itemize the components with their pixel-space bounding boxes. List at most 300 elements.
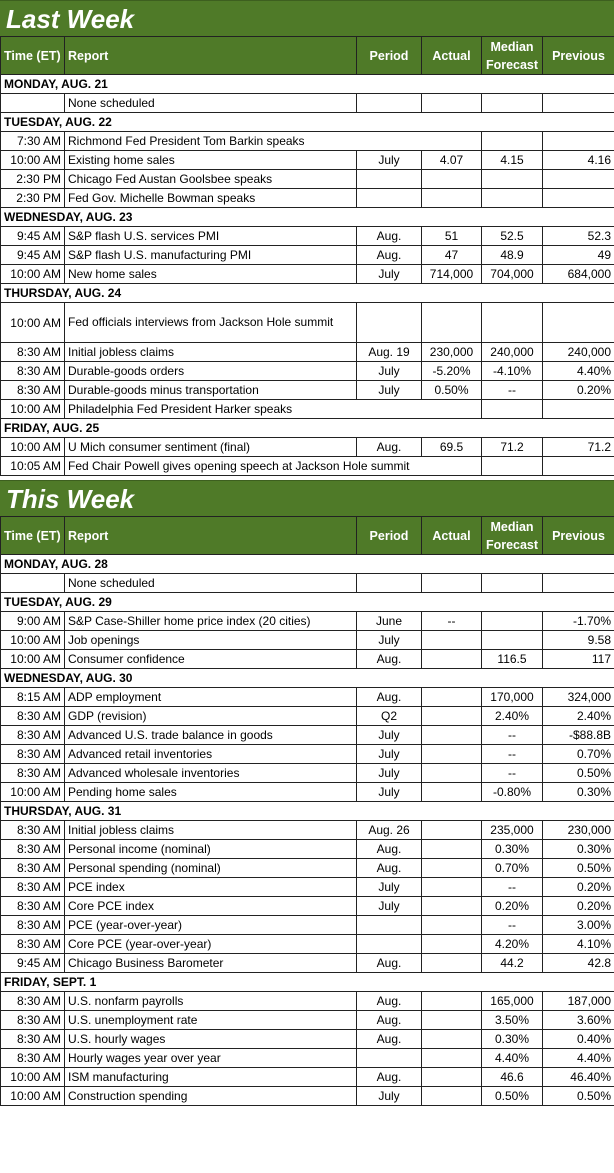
period-cell: Aug. <box>357 840 422 859</box>
actual-cell <box>422 170 482 189</box>
report-cell: Chicago Fed Austan Goolsbee speaks <box>65 170 357 189</box>
day-row <box>1 75 614 94</box>
table-row <box>1 457 614 476</box>
report-cell: S&P flash U.S. services PMI <box>65 227 357 246</box>
report-cell: PCE index <box>65 878 357 897</box>
day-label: WEDNESDAY, AUG. 23 <box>1 208 614 227</box>
median-cell: 0.30% <box>482 840 543 859</box>
previous-cell: 71.2 <box>543 438 614 457</box>
actual-cell <box>422 1049 482 1068</box>
median-cell: 71.2 <box>482 438 543 457</box>
actual-cell <box>422 1011 482 1030</box>
time-cell: 9:45 AM <box>1 227 65 246</box>
time-cell: 9:00 AM <box>1 612 65 631</box>
period-cell: Aug. 19 <box>357 343 422 362</box>
period-cell <box>357 1049 422 1068</box>
table-row <box>1 1087 614 1106</box>
day-row <box>1 555 614 574</box>
previous-cell: 187,000 <box>543 992 614 1011</box>
day-row <box>1 208 614 227</box>
report-cell: Job openings <box>65 631 357 650</box>
table-row <box>1 227 614 246</box>
report-cell: New home sales <box>65 265 357 284</box>
previous-cell: 0.30% <box>543 840 614 859</box>
previous-cell: 3.00% <box>543 916 614 935</box>
previous-cell: 0.70% <box>543 745 614 764</box>
median-cell <box>482 132 543 151</box>
median-cell <box>482 94 543 113</box>
period-cell <box>357 574 422 593</box>
table-row <box>1 916 614 935</box>
report-cell: Personal spending (nominal) <box>65 859 357 878</box>
day-row <box>1 802 614 821</box>
period-cell: July <box>357 897 422 916</box>
actual-cell: -5.20% <box>422 362 482 381</box>
time-cell: 8:30 AM <box>1 764 65 783</box>
previous-cell: 324,000 <box>543 688 614 707</box>
previous-cell: 49 <box>543 246 614 265</box>
report-cell: Richmond Fed President Tom Barkin speaks <box>65 132 482 151</box>
report-cell: Fed officials interviews from Jackson Hole summit <box>65 303 357 343</box>
table-row <box>1 246 614 265</box>
time-cell: 8:30 AM <box>1 935 65 954</box>
median-cell: 4.20% <box>482 935 543 954</box>
report-cell: U.S. nonfarm payrolls <box>65 992 357 1011</box>
median-cell: -- <box>482 726 543 745</box>
day-row <box>1 284 614 303</box>
previous-cell: 0.50% <box>543 764 614 783</box>
time-cell: 10:00 AM <box>1 631 65 650</box>
previous-cell <box>543 132 614 151</box>
time-cell: 10:00 AM <box>1 438 65 457</box>
report-cell: GDP (revision) <box>65 707 357 726</box>
median-cell <box>482 612 543 631</box>
time-cell: 8:30 AM <box>1 821 65 840</box>
table-row <box>1 94 614 113</box>
previous-cell: -1.70% <box>543 612 614 631</box>
header-report: Report <box>65 517 357 555</box>
time-cell: 10:00 AM <box>1 400 65 419</box>
previous-cell: 46.40% <box>543 1068 614 1087</box>
period-cell <box>357 916 422 935</box>
time-cell: 9:45 AM <box>1 954 65 973</box>
last-week-title: Last Week <box>0 0 614 36</box>
actual-cell <box>422 574 482 593</box>
actual-cell <box>422 1087 482 1106</box>
period-cell: July <box>357 1087 422 1106</box>
actual-cell <box>422 954 482 973</box>
median-cell: 4.15 <box>482 151 543 170</box>
table-row <box>1 859 614 878</box>
actual-cell <box>422 916 482 935</box>
period-cell: July <box>357 745 422 764</box>
median-cell: 0.20% <box>482 897 543 916</box>
table-row <box>1 707 614 726</box>
day-label: WEDNESDAY, AUG. 30 <box>1 669 614 688</box>
actual-cell <box>422 992 482 1011</box>
table-row <box>1 362 614 381</box>
time-cell: 8:30 AM <box>1 745 65 764</box>
time-cell: 9:45 AM <box>1 246 65 265</box>
period-cell: Aug. <box>357 859 422 878</box>
period-cell: July <box>357 265 422 284</box>
header-row <box>1 517 614 555</box>
time-cell: 8:15 AM <box>1 688 65 707</box>
median-cell: 240,000 <box>482 343 543 362</box>
median-cell: 46.6 <box>482 1068 543 1087</box>
report-cell: Hourly wages year over year <box>65 1049 357 1068</box>
table-row <box>1 1030 614 1049</box>
actual-cell <box>422 821 482 840</box>
previous-cell: 52.3 <box>543 227 614 246</box>
report-cell: Chicago Business Barometer <box>65 954 357 973</box>
table-row <box>1 574 614 593</box>
median-cell: 235,000 <box>482 821 543 840</box>
day-label: MONDAY, AUG. 28 <box>1 555 614 574</box>
this-week-section <box>0 480 614 1106</box>
median-cell: -- <box>482 878 543 897</box>
time-cell: 7:30 AM <box>1 132 65 151</box>
period-cell: Aug. <box>357 954 422 973</box>
actual-cell: 4.07 <box>422 151 482 170</box>
previous-cell: 42.8 <box>543 954 614 973</box>
table-row <box>1 1068 614 1087</box>
median-cell <box>482 400 543 419</box>
period-cell <box>357 189 422 208</box>
day-row <box>1 669 614 688</box>
previous-cell: 240,000 <box>543 343 614 362</box>
table-row <box>1 935 614 954</box>
table-row <box>1 132 614 151</box>
day-label: MONDAY, AUG. 21 <box>1 75 614 94</box>
time-cell: 10:00 AM <box>1 1068 65 1087</box>
table-row <box>1 954 614 973</box>
period-cell: Aug. 26 <box>357 821 422 840</box>
median-cell: 170,000 <box>482 688 543 707</box>
median-cell: 3.50% <box>482 1011 543 1030</box>
period-cell: July <box>357 878 422 897</box>
period-cell <box>357 170 422 189</box>
day-label: THURSDAY, AUG. 24 <box>1 284 614 303</box>
previous-cell: 4.10% <box>543 935 614 954</box>
previous-cell <box>543 94 614 113</box>
report-cell: Fed Chair Powell gives opening speech at Jackson Hole summit <box>65 457 482 476</box>
header-previous: Previous <box>543 517 614 555</box>
report-cell: Existing home sales <box>65 151 357 170</box>
report-cell: Core PCE (year-over-year) <box>65 935 357 954</box>
actual-cell <box>422 1030 482 1049</box>
table-row <box>1 151 614 170</box>
median-cell: 165,000 <box>482 992 543 1011</box>
table-row <box>1 878 614 897</box>
previous-cell <box>543 189 614 208</box>
period-cell: Aug. <box>357 688 422 707</box>
report-cell: Personal income (nominal) <box>65 840 357 859</box>
period-cell: Aug. <box>357 1011 422 1030</box>
median-cell: -- <box>482 764 543 783</box>
previous-cell <box>543 170 614 189</box>
last-week-table <box>0 36 614 476</box>
report-cell: PCE (year-over-year) <box>65 916 357 935</box>
period-cell: July <box>357 631 422 650</box>
report-cell: S&P Case-Shiller home price index (20 cities) <box>65 612 357 631</box>
actual-cell <box>422 650 482 669</box>
time-cell: 8:30 AM <box>1 1049 65 1068</box>
table-row <box>1 381 614 400</box>
report-cell: Initial jobless claims <box>65 821 357 840</box>
header-time: Time (ET) <box>1 37 65 75</box>
period-cell <box>357 303 422 343</box>
day-label: FRIDAY, SEPT. 1 <box>1 973 614 992</box>
median-cell: 44.2 <box>482 954 543 973</box>
previous-cell: -$88.8B <box>543 726 614 745</box>
table-row <box>1 726 614 745</box>
previous-cell: 230,000 <box>543 821 614 840</box>
report-cell: Durable-goods orders <box>65 362 357 381</box>
report-cell: Pending home sales <box>65 783 357 802</box>
previous-cell: 0.20% <box>543 878 614 897</box>
period-cell: Aug. <box>357 438 422 457</box>
actual-cell <box>422 726 482 745</box>
previous-cell <box>543 303 614 343</box>
period-cell: Aug. <box>357 992 422 1011</box>
header-row <box>1 37 614 75</box>
previous-cell <box>543 400 614 419</box>
actual-cell <box>422 859 482 878</box>
last-week-section <box>0 0 614 476</box>
period-cell: July <box>357 764 422 783</box>
report-cell: S&P flash U.S. manufacturing PMI <box>65 246 357 265</box>
previous-cell: 0.50% <box>543 859 614 878</box>
period-cell: Aug. <box>357 1030 422 1049</box>
median-cell <box>482 170 543 189</box>
actual-cell: 47 <box>422 246 482 265</box>
table-row <box>1 764 614 783</box>
time-cell: 10:00 AM <box>1 1087 65 1106</box>
actual-cell: 69.5 <box>422 438 482 457</box>
time-cell: 8:30 AM <box>1 916 65 935</box>
median-cell: 0.30% <box>482 1030 543 1049</box>
time-cell: 8:30 AM <box>1 362 65 381</box>
previous-cell: 0.20% <box>543 897 614 916</box>
table-row <box>1 612 614 631</box>
actual-cell <box>422 94 482 113</box>
time-cell <box>1 94 65 113</box>
report-cell: ISM manufacturing <box>65 1068 357 1087</box>
previous-cell: 4.16 <box>543 151 614 170</box>
report-cell: None scheduled <box>65 94 357 113</box>
day-label: TUESDAY, AUG. 22 <box>1 113 614 132</box>
table-row <box>1 821 614 840</box>
previous-cell: 2.40% <box>543 707 614 726</box>
day-row <box>1 113 614 132</box>
actual-cell: 230,000 <box>422 343 482 362</box>
median-cell: -4.10% <box>482 362 543 381</box>
actual-cell <box>422 303 482 343</box>
report-cell: Advanced wholesale inventories <box>65 764 357 783</box>
day-label: TUESDAY, AUG. 29 <box>1 593 614 612</box>
actual-cell: -- <box>422 612 482 631</box>
report-cell: U.S. unemployment rate <box>65 1011 357 1030</box>
report-cell: None scheduled <box>65 574 357 593</box>
actual-cell <box>422 688 482 707</box>
time-cell <box>1 574 65 593</box>
table-row <box>1 438 614 457</box>
report-cell: Core PCE index <box>65 897 357 916</box>
previous-cell: 4.40% <box>543 1049 614 1068</box>
period-cell <box>357 94 422 113</box>
report-cell: ADP employment <box>65 688 357 707</box>
table-row <box>1 631 614 650</box>
previous-cell: 0.50% <box>543 1087 614 1106</box>
time-cell: 10:00 AM <box>1 265 65 284</box>
header-median: Median Forecast <box>482 37 543 75</box>
report-cell: Consumer confidence <box>65 650 357 669</box>
report-cell: U.S. hourly wages <box>65 1030 357 1049</box>
median-cell <box>482 303 543 343</box>
report-cell: Fed Gov. Michelle Bowman speaks <box>65 189 357 208</box>
table-row <box>1 303 614 343</box>
period-cell: Aug. <box>357 246 422 265</box>
time-cell: 10:00 AM <box>1 650 65 669</box>
median-cell: -- <box>482 381 543 400</box>
report-cell: U Mich consumer sentiment (final) <box>65 438 357 457</box>
actual-cell <box>422 897 482 916</box>
period-cell: Q2 <box>357 707 422 726</box>
time-cell: 10:05 AM <box>1 457 65 476</box>
header-previous: Previous <box>543 37 614 75</box>
table-row <box>1 400 614 419</box>
period-cell: Aug. <box>357 1068 422 1087</box>
time-cell: 8:30 AM <box>1 726 65 745</box>
time-cell: 8:30 AM <box>1 343 65 362</box>
report-cell: Advanced U.S. trade balance in goods <box>65 726 357 745</box>
time-cell: 8:30 AM <box>1 992 65 1011</box>
time-cell: 8:30 AM <box>1 707 65 726</box>
time-cell: 8:30 AM <box>1 840 65 859</box>
time-cell: 2:30 PM <box>1 170 65 189</box>
median-cell: 0.70% <box>482 859 543 878</box>
period-cell: Aug. <box>357 227 422 246</box>
table-row <box>1 1011 614 1030</box>
report-cell: Durable-goods minus transportation <box>65 381 357 400</box>
time-cell: 8:30 AM <box>1 878 65 897</box>
median-cell: 2.40% <box>482 707 543 726</box>
header-actual: Actual <box>422 37 482 75</box>
previous-cell: 0.30% <box>543 783 614 802</box>
table-row <box>1 343 614 362</box>
report-cell: Initial jobless claims <box>65 343 357 362</box>
table-row <box>1 840 614 859</box>
period-cell: June <box>357 612 422 631</box>
report-cell: Philadelphia Fed President Harker speaks <box>65 400 482 419</box>
median-cell <box>482 189 543 208</box>
table-row <box>1 783 614 802</box>
period-cell: July <box>357 151 422 170</box>
median-cell <box>482 574 543 593</box>
period-cell: July <box>357 381 422 400</box>
previous-cell <box>543 457 614 476</box>
median-cell: 116.5 <box>482 650 543 669</box>
period-cell: July <box>357 362 422 381</box>
median-cell: -- <box>482 916 543 935</box>
this-week-title: This Week <box>0 480 614 516</box>
table-row <box>1 1049 614 1068</box>
actual-cell <box>422 764 482 783</box>
previous-cell: 684,000 <box>543 265 614 284</box>
period-cell: Aug. <box>357 650 422 669</box>
actual-cell <box>422 783 482 802</box>
actual-cell: 0.50% <box>422 381 482 400</box>
median-cell: 0.50% <box>482 1087 543 1106</box>
day-row <box>1 593 614 612</box>
header-report: Report <box>65 37 357 75</box>
actual-cell <box>422 707 482 726</box>
actual-cell <box>422 1068 482 1087</box>
previous-cell <box>543 574 614 593</box>
time-cell: 8:30 AM <box>1 1030 65 1049</box>
previous-cell: 0.20% <box>543 381 614 400</box>
table-row <box>1 992 614 1011</box>
previous-cell: 117 <box>543 650 614 669</box>
day-label: THURSDAY, AUG. 31 <box>1 802 614 821</box>
table-row <box>1 650 614 669</box>
table-row <box>1 745 614 764</box>
actual-cell: 51 <box>422 227 482 246</box>
table-row <box>1 897 614 916</box>
previous-cell: 0.40% <box>543 1030 614 1049</box>
time-cell: 8:30 AM <box>1 1011 65 1030</box>
time-cell: 10:00 AM <box>1 303 65 343</box>
table-row <box>1 170 614 189</box>
median-cell: -- <box>482 745 543 764</box>
time-cell: 10:00 AM <box>1 783 65 802</box>
actual-cell <box>422 745 482 764</box>
median-cell <box>482 631 543 650</box>
period-cell: July <box>357 726 422 745</box>
time-cell: 8:30 AM <box>1 381 65 400</box>
day-row <box>1 419 614 438</box>
report-cell: Advanced retail inventories <box>65 745 357 764</box>
day-row <box>1 973 614 992</box>
table-row <box>1 189 614 208</box>
time-cell: 10:00 AM <box>1 151 65 170</box>
header-time: Time (ET) <box>1 517 65 555</box>
actual-cell <box>422 878 482 897</box>
median-cell <box>482 457 543 476</box>
period-cell <box>357 935 422 954</box>
actual-cell <box>422 631 482 650</box>
time-cell: 2:30 PM <box>1 189 65 208</box>
header-median: Median Forecast <box>482 517 543 555</box>
this-week-table <box>0 516 614 1106</box>
header-period: Period <box>357 517 422 555</box>
previous-cell: 9.58 <box>543 631 614 650</box>
day-label: FRIDAY, AUG. 25 <box>1 419 614 438</box>
median-cell: -0.80% <box>482 783 543 802</box>
actual-cell <box>422 935 482 954</box>
header-actual: Actual <box>422 517 482 555</box>
time-cell: 8:30 AM <box>1 859 65 878</box>
previous-cell: 4.40% <box>543 362 614 381</box>
median-cell: 48.9 <box>482 246 543 265</box>
report-cell: Construction spending <box>65 1087 357 1106</box>
median-cell: 4.40% <box>482 1049 543 1068</box>
actual-cell: 714,000 <box>422 265 482 284</box>
table-row <box>1 265 614 284</box>
median-cell: 52.5 <box>482 227 543 246</box>
median-cell: 704,000 <box>482 265 543 284</box>
